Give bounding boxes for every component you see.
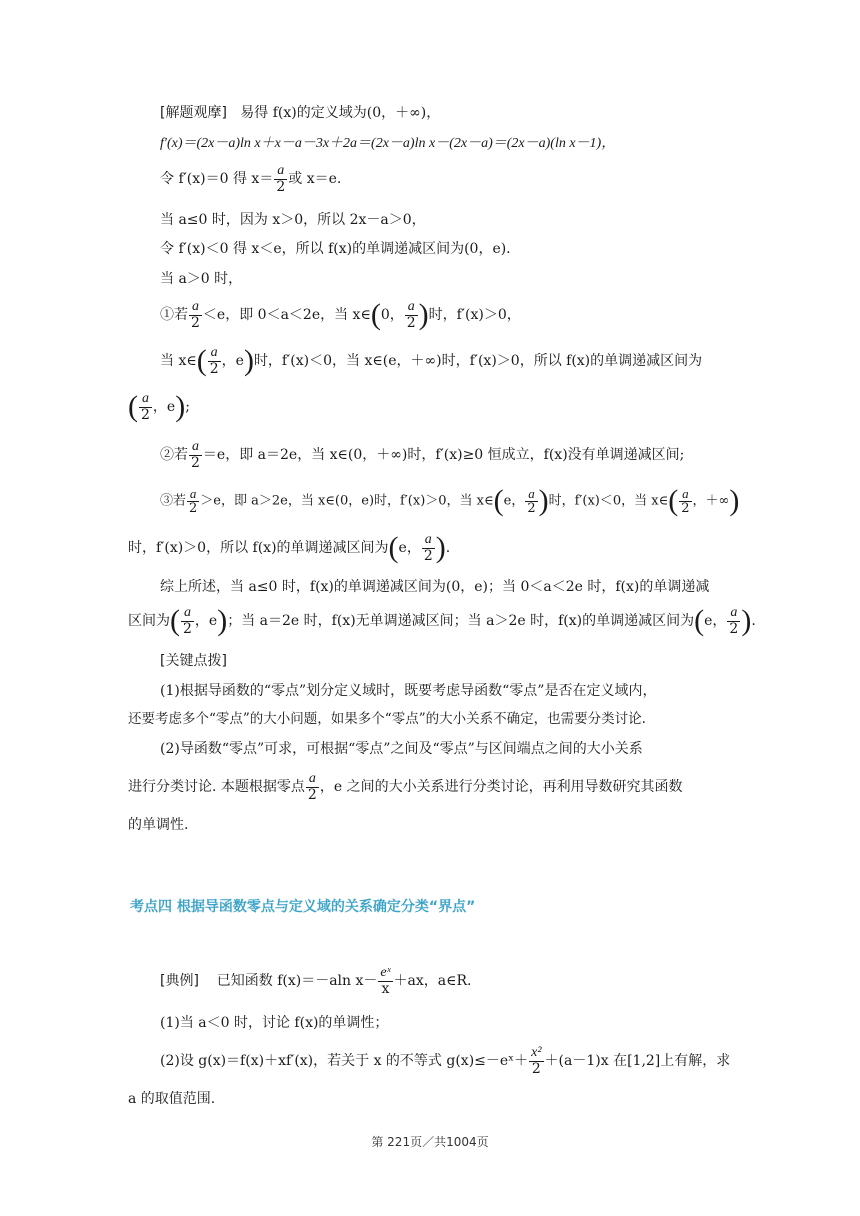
example-line-2: (1)当 a＜0 时，讨论 f(x)的单调性； [160, 1015, 389, 1031]
key-line-5: 的单调性. [128, 817, 189, 833]
solution-line-4: 当 a≤0 时，因为 x＞0，所以 2x－a＞0， [160, 212, 426, 228]
solution-line-14: 区间为( $\frac{a}{2}$ ，e)；当 a＝2e 时，f(x)无单调递减区间；当 a＞2e 时，f(x)的单调递减区间为(e， $\frac{a}{2}$ ). [128, 604, 756, 638]
solution-line-10: ②若 $\frac{a}{2}$ ＝e，即 a＝2e，当 x∈(0，＋∞)时，f′(x)≥0 恒成立，f(x)没有单调递减区间; [160, 439, 685, 471]
solution-line-8: 当 x∈( $\frac{a}{2}$ ，e)时，f′(x)＜0，当 x∈(e，＋∞)时，f′(x)＞0，所以 f(x)的单调递减区间为 [160, 344, 703, 378]
example-tag: [典例] [160, 973, 199, 990]
key-line-3: (2)导函数“零点”可求，可根据“零点”之间及“零点”与区间端点之间的大小关系 [160, 741, 643, 757]
page-footer: 第 221页／共1004页 [371, 1135, 489, 1149]
fraction: $\frac{a}{2}$ [276, 163, 286, 195]
solution-line-1: [解题观摩] 易得 f(x)的定义域为(0，＋∞)， [160, 105, 441, 121]
example-line-1: [典例] 已知函数 f(x)＝－aln x－ $\frac{\text{eˣ}}{x}$ ＋ax，a∈R. [160, 965, 472, 997]
key-points-tag: [关键点拨] [160, 653, 227, 669]
key-line-4: 进行分类讨论. 本题根据零点 $\frac{a}{2}$ ，e 之间的大小关系进行分类讨论，再利用导数研究其函数 [128, 771, 683, 803]
solution-line-7: ①若 $\frac{a}{2}$ ＜e，即 0＜a＜2e，当 x∈(0， $\frac{a}{2}$ )时，f′(x)＞0， [160, 298, 521, 332]
example-line-4: a 的取值范围. [128, 1091, 216, 1107]
solution-tag: [解题观摩] [160, 105, 227, 121]
solution-line-9: ( $\frac{a}{2}$ ，e); [128, 390, 190, 424]
solution-line-11: ③若 $\frac{a}{2}$ ＞e，即 a＞2e，当 x∈(0，e)时，f′(x)＞0，当 x∈(e， $\frac{a}{2}$ )时，f′(x)＜0，当 x∈( $\frac{a}{2}$ ，＋∞) [160, 484, 740, 517]
solution-line-6: 当 a＞0 时， [160, 271, 243, 287]
solution-line-5: 令 f′(x)＜0 得 x＜e，所以 f(x)的单调递减区间为(0，e). [160, 241, 511, 257]
solution-line-12: 时，f′(x)＞0，所以 f(x)的单调递减区间为(e， $\frac{a}{2}$ ). [128, 531, 451, 565]
solution-line-2: f′(x)＝(2x－a)ln x＋x－a－3x＋2a＝(2x－a)ln x－(2x－a)＝(2x－a)(ln x－1)， [160, 136, 616, 151]
solution-line-3: 令 f′(x)＝0 得 x＝ $\frac{a}{2}$ 或 x＝e. [160, 163, 342, 195]
section-heading: 考点四 根据导函数零点与定义域的关系确定分类“界点” [130, 899, 476, 915]
key-line-1: (1)根据导函数的“零点”划分定义域时，既要考虑导函数“零点”是否在定义域内， [160, 683, 657, 699]
solution-line-13: 综上所述，当 a≤0 时，f(x)的单调递减区间为(0，e)；当 0＜a＜2e 时，f(x)的单调递减 [160, 579, 710, 595]
example-line-3: (2)设 g(x)＝f(x)＋xf′(x)，若关于 x 的不等式 g(x)≤－eˣ＋ $\frac{\text{x²}}{2}$ ＋(a－1)x 在[1,2]上有解，求 [160, 1045, 731, 1077]
key-line-2: 还要考虑多个“零点”的大小问题，如果多个“零点”的大小关系不确定，也需要分类讨论. [128, 711, 646, 727]
